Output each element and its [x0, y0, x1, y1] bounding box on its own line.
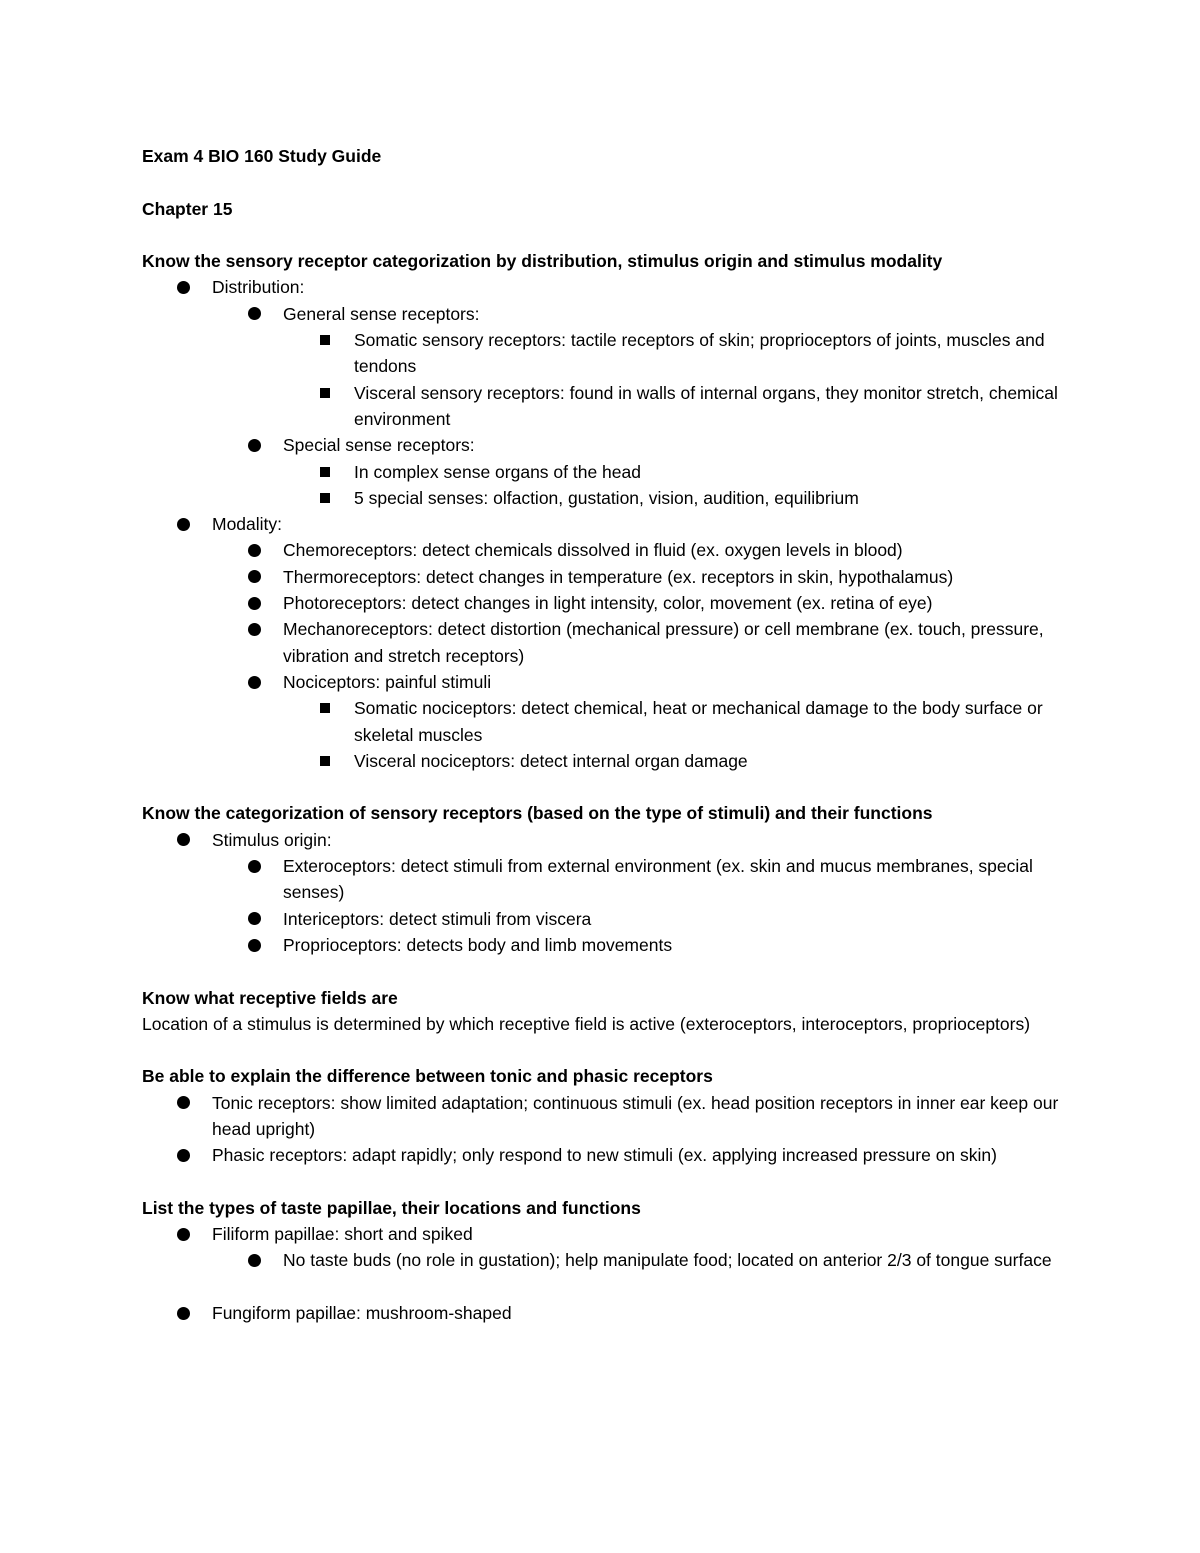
- section-1: [142, 248, 1072, 800]
- round-bullet-icon: [248, 669, 261, 695]
- list-item: [142, 853, 1072, 906]
- spacer: [142, 1274, 1072, 1300]
- bullet-list-level-2: [142, 1247, 1072, 1273]
- list-item: [142, 906, 1072, 932]
- list-item: [142, 1247, 1072, 1273]
- square-bullet-shape: [320, 703, 330, 713]
- document-title: Exam 4 BIO 160 Study Guide: [142, 146, 382, 166]
- round-bullet-shape: [248, 597, 261, 610]
- chapter-heading: Chapter 15: [142, 198, 233, 219]
- round-bullet-icon: [177, 1300, 190, 1326]
- bullet-list-level-3: [142, 459, 1072, 512]
- round-bullet-icon: [248, 590, 261, 616]
- round-bullet-shape: [177, 1228, 190, 1241]
- list-item-text: Thermoreceptors: detect changes in temperature (ex. receptors in skin, hypothalamus): [283, 566, 954, 587]
- list-item: [142, 485, 1072, 511]
- bullet-list-level-1: [142, 1300, 1072, 1326]
- list-item-text: General sense receptors:: [283, 303, 480, 324]
- list-item: [142, 1142, 1072, 1168]
- section-heading: List the types of taste papillae, their locations and functions: [142, 1197, 641, 1218]
- list-item: [142, 932, 1072, 958]
- spacer: [142, 1169, 1072, 1195]
- list-item-text: Visceral nociceptors: detect internal organ damage: [354, 750, 748, 771]
- round-bullet-shape: [248, 544, 261, 557]
- section-heading: Know the sensory receptor categorization by distribution, stimulus origin and stimulus modality: [142, 251, 943, 272]
- list-item-text: Exteroceptors: detect stimuli from external environment (ex. skin and mucus membranes, special senses): [283, 856, 1033, 903]
- list-item-text: Fungiform papillae: mushroom-shaped: [212, 1303, 512, 1324]
- list-item-text: Visceral sensory receptors: found in walls of internal organs, they monitor stretch, chemical environment: [354, 382, 1058, 429]
- list-item: [142, 827, 1072, 853]
- sections-container: [142, 248, 1072, 1326]
- square-bullet-icon: [318, 380, 330, 406]
- bullet-list-level-1: [142, 1090, 1072, 1169]
- bullet-list-level-1: [142, 827, 1072, 958]
- list-item: [142, 380, 1072, 433]
- square-bullet-icon: [318, 459, 330, 485]
- round-bullet-icon: [248, 537, 261, 563]
- bullet-list-level-2: [142, 301, 1072, 511]
- study-guide-content: [142, 143, 1072, 1326]
- list-item-text: Special sense receptors:: [283, 435, 475, 456]
- spacer: [142, 169, 1072, 195]
- list-item-text: Stimulus origin:: [212, 829, 332, 850]
- section-5: [142, 1195, 1072, 1326]
- list-item: [142, 459, 1072, 485]
- list-item-text: Modality:: [212, 514, 283, 535]
- round-bullet-icon: [177, 1142, 190, 1168]
- round-bullet-shape: [177, 281, 190, 294]
- section-paragraph: Location of a stimulus is determined by which receptive field is active (exteroceptors, interoceptors, proprioceptors): [142, 1013, 1031, 1034]
- round-bullet-icon: [248, 1247, 261, 1273]
- bullet-list-level-1: [142, 274, 1072, 774]
- list-item: [142, 695, 1072, 748]
- square-bullet-icon: [318, 695, 330, 721]
- list-item-text: Proprioceptors: detects body and limb movements: [283, 934, 673, 955]
- list-item: [142, 669, 1072, 695]
- round-bullet-shape: [248, 676, 261, 689]
- spacer: [142, 958, 1072, 984]
- list-item: [142, 590, 1072, 616]
- list-item-text: Tonic receptors: show limited adaptation; continuous stimuli (ex. head position receptors in inner ear keep our head upright): [212, 1092, 1059, 1139]
- bullet-list-level-3: [142, 327, 1072, 432]
- round-bullet-icon: [177, 511, 190, 537]
- square-bullet-shape: [320, 388, 330, 398]
- section-heading: Know what receptive fields are: [142, 987, 398, 1008]
- round-bullet-shape: [248, 570, 261, 583]
- round-bullet-icon: [177, 1090, 190, 1116]
- list-item: [142, 511, 1072, 537]
- list-item: [142, 274, 1072, 300]
- list-item-text: Phasic receptors: adapt rapidly; only respond to new stimuli (ex. applying increased pressure on skin): [212, 1145, 997, 1166]
- bullet-list-level-1: [142, 1221, 1072, 1274]
- square-bullet-icon: [318, 748, 330, 774]
- list-item-text: Filiform papillae: short and spiked: [212, 1224, 473, 1245]
- round-bullet-icon: [248, 906, 261, 932]
- bullet-list-level-2: [142, 853, 1072, 958]
- round-bullet-shape: [248, 912, 261, 925]
- round-bullet-icon: [248, 932, 261, 958]
- list-item: [142, 1090, 1072, 1143]
- square-bullet-shape: [320, 335, 330, 345]
- round-bullet-shape: [248, 939, 261, 952]
- round-bullet-shape: [177, 1149, 190, 1162]
- spacer: [142, 222, 1072, 248]
- section-3: [142, 985, 1072, 1064]
- round-bullet-icon: [248, 432, 261, 458]
- round-bullet-icon: [248, 853, 261, 879]
- list-item-text: Somatic nociceptors: detect chemical, heat or mechanical damage to the body surface or skeletal muscles: [354, 698, 1043, 745]
- round-bullet-shape: [248, 307, 261, 320]
- round-bullet-shape: [248, 439, 261, 452]
- square-bullet-icon: [318, 327, 330, 353]
- round-bullet-icon: [248, 301, 261, 327]
- round-bullet-icon: [177, 827, 190, 853]
- round-bullet-shape: [177, 833, 190, 846]
- square-bullet-icon: [318, 485, 330, 511]
- list-item-text: No taste buds (no role in gustation); help manipulate food; located on anterior 2/3 of tongue surface: [283, 1250, 1052, 1271]
- list-item-text: Somatic sensory receptors: tactile receptors of skin; proprioceptors of joints, muscles and tendons: [354, 330, 1045, 377]
- list-item: [142, 327, 1072, 380]
- round-bullet-shape: [177, 1307, 190, 1320]
- round-bullet-shape: [248, 860, 261, 873]
- spacer: [142, 774, 1072, 800]
- section-2: [142, 800, 1072, 984]
- square-bullet-shape: [320, 467, 330, 477]
- list-item: [142, 616, 1072, 669]
- round-bullet-icon: [177, 1221, 190, 1247]
- round-bullet-shape: [248, 623, 261, 636]
- list-item: [142, 301, 1072, 327]
- list-item: [142, 1221, 1072, 1247]
- list-item: [142, 564, 1072, 590]
- round-bullet-icon: [248, 616, 261, 642]
- round-bullet-icon: [177, 274, 190, 300]
- spacer: [142, 1037, 1072, 1063]
- section-4: [142, 1063, 1072, 1194]
- list-item-text: Photoreceptors: detect changes in light intensity, color, movement (ex. retina of eye): [283, 593, 933, 614]
- section-heading: Be able to explain the difference between tonic and phasic receptors: [142, 1066, 713, 1087]
- bullet-list-level-2: [142, 537, 1072, 774]
- round-bullet-shape: [177, 1096, 190, 1109]
- list-item: [142, 748, 1072, 774]
- list-item: [142, 1300, 1072, 1326]
- round-bullet-shape: [248, 1254, 261, 1267]
- round-bullet-icon: [248, 564, 261, 590]
- list-item-text: 5 special senses: olfaction, gustation, vision, audition, equilibrium: [354, 487, 859, 508]
- list-item-text: Chemoreceptors: detect chemicals dissolved in fluid (ex. oxygen levels in blood): [283, 540, 903, 561]
- list-item-text: Distribution:: [212, 277, 305, 298]
- list-item: [142, 432, 1072, 458]
- square-bullet-shape: [320, 756, 330, 766]
- list-item-text: Mechanoreceptors: detect distortion (mechanical pressure) or cell membrane (ex. touch, pressure, vibration and stretch receptors): [283, 619, 1044, 666]
- list-item-text: Intericeptors: detect stimuli from viscera: [283, 908, 592, 929]
- section-heading: Know the categorization of sensory receptors (based on the type of stimuli) and their functions: [142, 803, 933, 824]
- bullet-list-level-3: [142, 695, 1072, 774]
- list-item-text: In complex sense organs of the head: [354, 461, 641, 482]
- round-bullet-shape: [177, 518, 190, 531]
- list-item: [142, 537, 1072, 563]
- list-item-text: Nociceptors: painful stimuli: [283, 671, 492, 692]
- square-bullet-shape: [320, 493, 330, 503]
